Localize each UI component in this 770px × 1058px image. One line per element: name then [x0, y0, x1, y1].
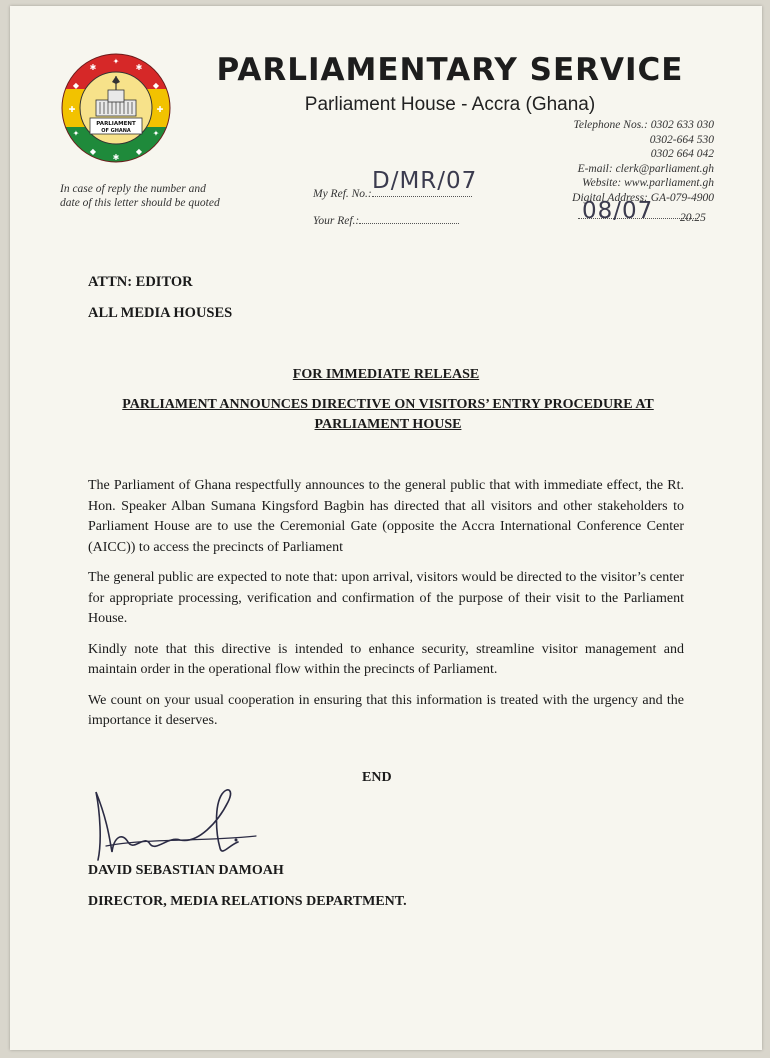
- release-body: [88, 476, 684, 742]
- contact-telephone-3: 0302 664 042: [650, 148, 714, 160]
- svg-text:◆: ◆: [89, 147, 97, 156]
- svg-text:✱: ✱: [112, 153, 120, 162]
- svg-text:◆: ◆: [72, 81, 80, 90]
- reply-note: In case of reply the number and date of this letter should be quoted: [60, 183, 220, 209]
- body-paragraph: Kindly note that this directive is intended to enhance security, streamline visitor management and maintain order in the operational flow within the precincts of Parliament.: [88, 641, 684, 677]
- my-ref-label: My Ref. No.:: [313, 188, 372, 200]
- date-handwritten: 08/07: [582, 198, 654, 224]
- contact-website: Website: www.parliament.gh: [582, 177, 714, 189]
- release-heading: FOR IMMEDIATE RELEASE: [292, 367, 480, 382]
- handwritten-signature: [88, 782, 268, 866]
- date-year: 20.25: [680, 212, 706, 224]
- body-paragraph: The general public are expected to note that: upon arrival, visitors would be directed to the visitor’s center for appropriate processing, verification and confirmation of the purpose of their visit to the Parliament House.: [88, 570, 684, 626]
- svg-text:✦: ✦: [72, 129, 80, 138]
- body-paragraph: The Parliament of Ghana respectfully announces to the general public that with immediate effect, the Rt. Hon. Speaker Alban Sumana Kingsford Bagbin has directed that all visitors and other stakeholders to Parliament House are to use the Ceremonial Gate (opposite the Accra International Conference Center (AICC)) to access the precincts of Parliament: [88, 478, 684, 555]
- contact-email: E-mail: clerk@parliament.gh: [577, 162, 714, 175]
- recipient-media-houses: ALL MEDIA HOUSES: [88, 305, 233, 321]
- svg-text:✦: ✦: [112, 57, 120, 66]
- contact-telephone-2: 0302-664 530: [649, 133, 714, 146]
- end-marker: END: [362, 770, 392, 785]
- svg-text:◆: ◆: [135, 147, 143, 156]
- svg-text:◆: ◆: [152, 81, 160, 90]
- contact-telephone-1: Telephone Nos.: 0302 633 030: [573, 119, 714, 131]
- release-title: PARLIAMENT ANNOUNCES DIRECTIVE ON VISITORS’ ENTRY PROCEDURE AT PARLIAMENT HOUSE: [122, 397, 654, 432]
- your-ref-line: [313, 212, 459, 227]
- parliament-seal-logo: [60, 52, 172, 164]
- svg-text:OF GHANA: OF GHANA: [101, 128, 131, 134]
- svg-text:✱: ✱: [135, 63, 143, 72]
- signatory-title: DIRECTOR, MEDIA RELATIONS DEPARTMENT.: [88, 894, 407, 909]
- letter-page: [10, 6, 762, 1050]
- my-ref-handwritten: D/MR/07: [372, 168, 478, 194]
- recipient-attn: ATTN: EDITOR: [88, 274, 193, 290]
- organization-address: Parliament House - Accra (Ghana): [304, 94, 596, 115]
- svg-text:✱: ✱: [89, 63, 97, 72]
- organization-name: PARLIAMENTARY SERVICE: [216, 52, 684, 88]
- your-ref-label: Your Ref.:: [313, 215, 360, 227]
- svg-text:✚: ✚: [68, 105, 76, 114]
- svg-text:✦: ✦: [152, 129, 160, 138]
- svg-text:PARLIAMENT: PARLIAMENT: [96, 121, 136, 127]
- body-paragraph: We count on your usual cooperation in ensuring that this information is treated with the urgency and the importance it deserves.: [88, 692, 684, 728]
- contact-block: [572, 118, 714, 205]
- signatory-name: DAVID SEBASTIAN DAMOAH: [88, 863, 284, 878]
- svg-text:✚: ✚: [156, 105, 164, 114]
- contact-digital-address: Digital Address: GA-079-4900: [572, 191, 714, 204]
